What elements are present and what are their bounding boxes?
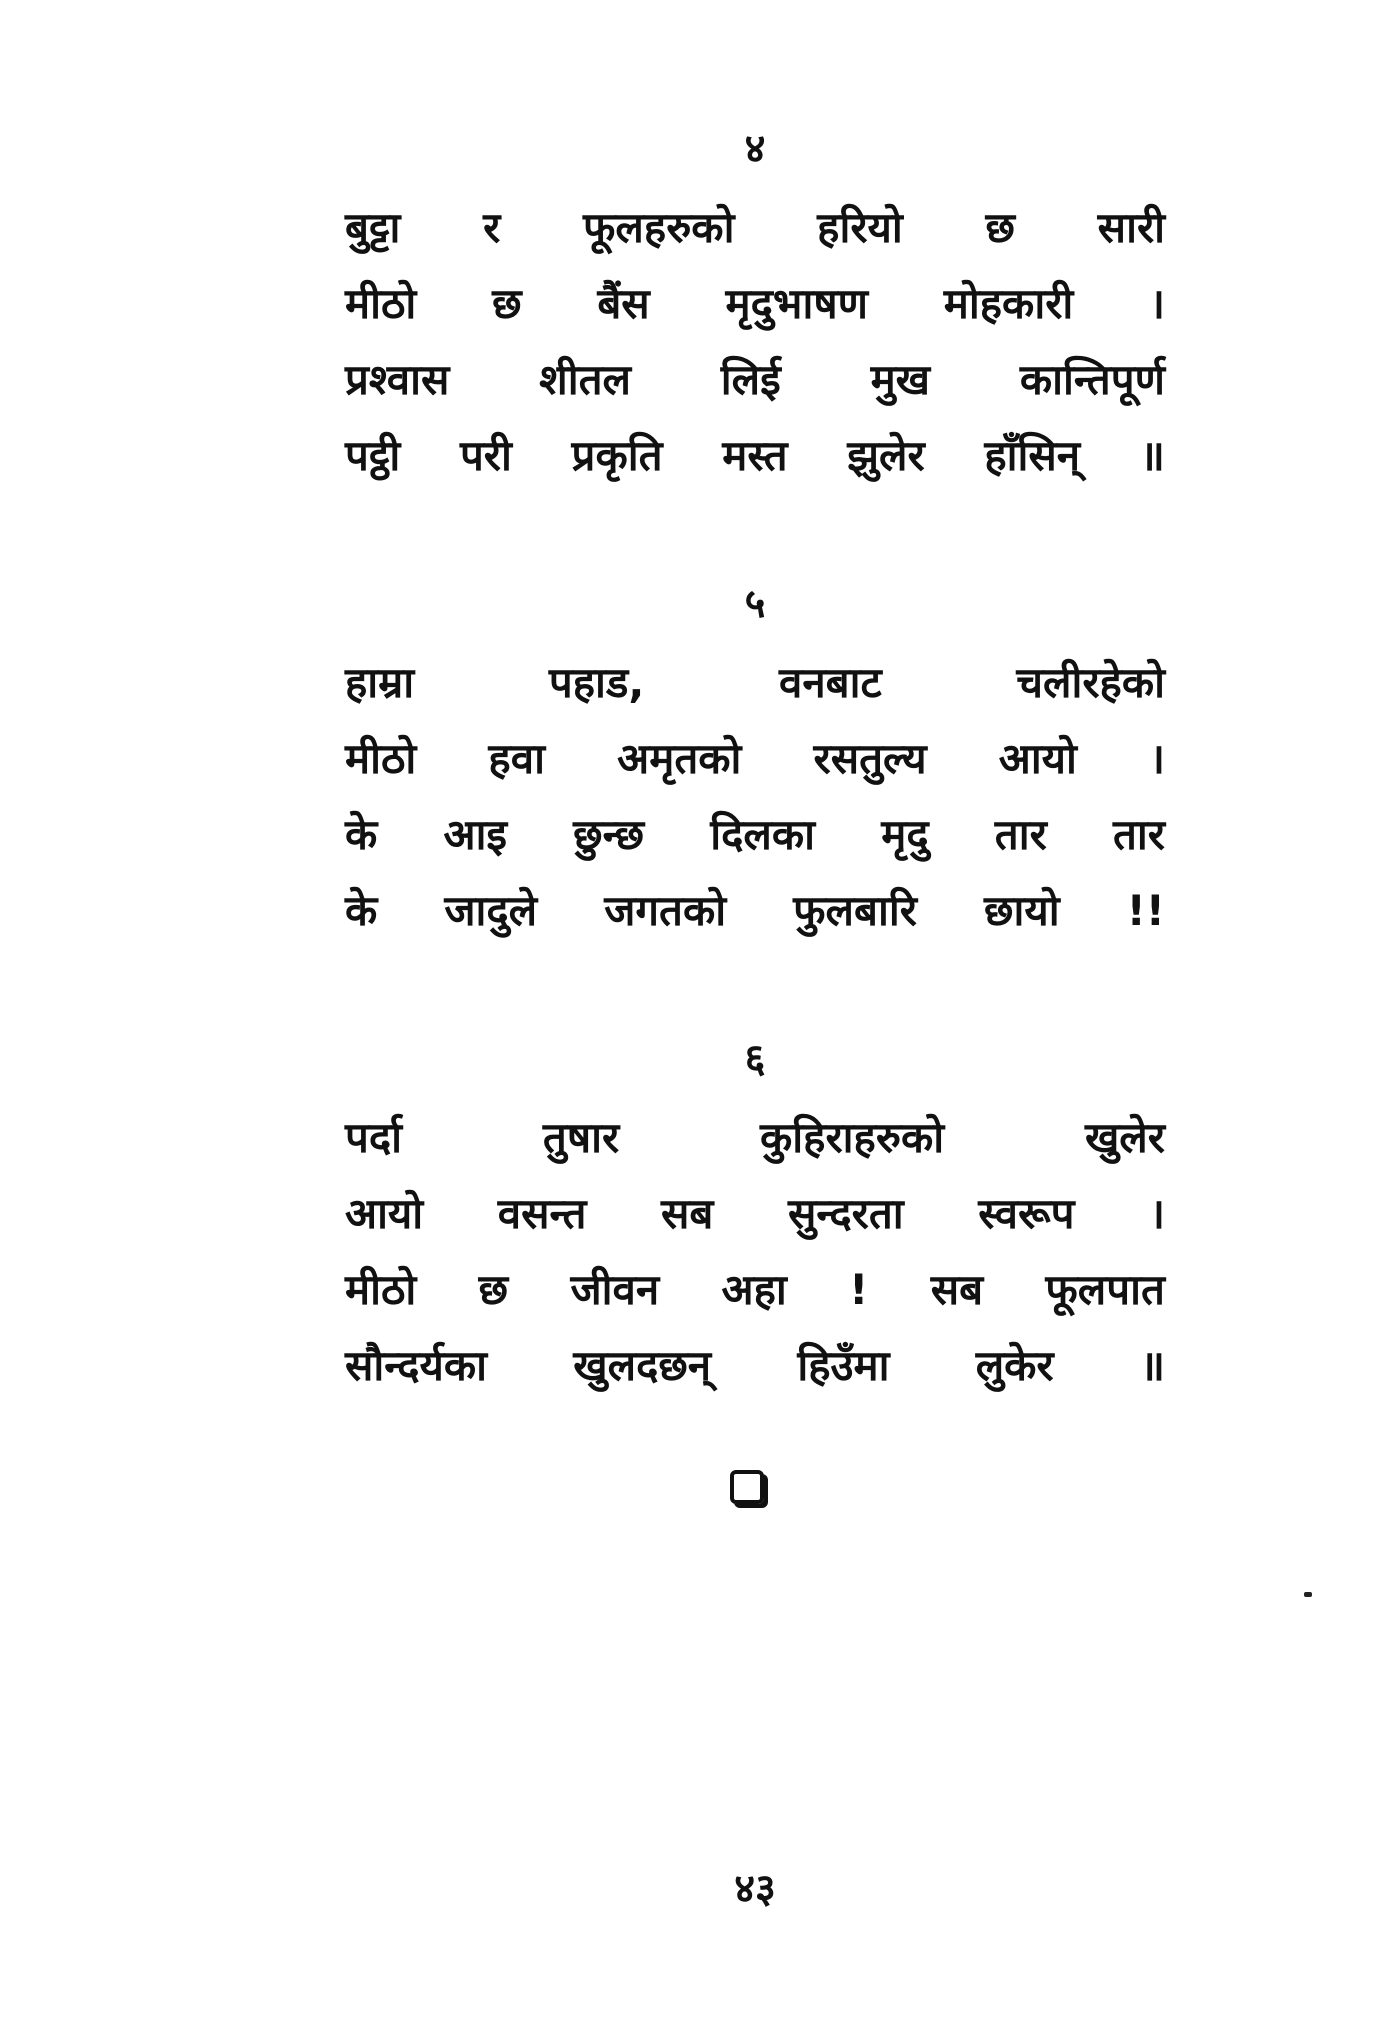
verse-word: फुलबारि bbox=[793, 886, 917, 935]
page-number: ४३ bbox=[734, 1866, 776, 1912]
verse-word: तार bbox=[1112, 810, 1165, 859]
verse-word: प्रकृति bbox=[571, 431, 663, 480]
verse-word: हाँसिन् bbox=[984, 431, 1081, 480]
verse-word: तार bbox=[994, 810, 1047, 859]
verse-word: मस्त bbox=[722, 431, 788, 480]
verse-word: । bbox=[1149, 1189, 1165, 1238]
verse-word: कान्तिपूर्ण bbox=[1019, 355, 1165, 404]
end-of-poem-box-icon bbox=[730, 1470, 764, 1504]
verse-word: पर्दा bbox=[345, 1113, 403, 1162]
verse-word: फूलहरुको bbox=[583, 203, 735, 252]
verse-word: बैंस bbox=[597, 279, 650, 328]
verse-word: वसन्त bbox=[497, 1189, 587, 1238]
stanza-number: ४ bbox=[744, 126, 766, 172]
verse-word: । bbox=[1149, 734, 1165, 783]
verse-word: र bbox=[483, 203, 501, 252]
verse-word: सुन्दरता bbox=[788, 1189, 904, 1238]
verse-line bbox=[345, 1252, 1165, 1328]
verse-line bbox=[345, 266, 1165, 342]
verse-word: दिलका bbox=[710, 810, 816, 859]
verse-line bbox=[345, 342, 1165, 418]
verse-word: लिई bbox=[720, 355, 781, 404]
verse-line bbox=[345, 418, 1165, 494]
verse-word: फूलपात bbox=[1045, 1265, 1165, 1314]
verse-word: पहाड, bbox=[548, 658, 645, 707]
verse-word: झुलेर bbox=[847, 431, 925, 480]
verse-word: छ bbox=[492, 279, 522, 328]
verse-word: छुन्छ bbox=[573, 810, 645, 859]
verse-word: रसतुल्य bbox=[813, 734, 927, 783]
verse-word: मुख bbox=[870, 355, 931, 404]
print-speck bbox=[1304, 1592, 1312, 1597]
verse-word: मृदुभाषण bbox=[725, 279, 868, 328]
verse-word: सब bbox=[930, 1265, 984, 1314]
stanza-number: ६ bbox=[744, 1036, 766, 1082]
verse-word: अमृतको bbox=[617, 734, 742, 783]
verse-word: छ bbox=[985, 203, 1015, 252]
verse-word: ॥ bbox=[1139, 1341, 1165, 1390]
verse-word: प्रश्वास bbox=[345, 355, 450, 404]
verse-word: अहा bbox=[721, 1265, 787, 1314]
verse-word: ! bbox=[849, 1265, 869, 1314]
verse-word: छायो bbox=[984, 886, 1060, 935]
verse-line bbox=[345, 1100, 1165, 1176]
verse-line bbox=[345, 721, 1165, 797]
verse-word: जीवन bbox=[570, 1265, 660, 1314]
verse-line bbox=[345, 1328, 1165, 1404]
verse-word: तुषार bbox=[542, 1113, 620, 1162]
verse-word: के bbox=[345, 810, 378, 859]
verse-word: मृदु bbox=[881, 810, 929, 859]
verse-word: हिउँमा bbox=[797, 1341, 890, 1390]
verse-word: बुट्टा bbox=[345, 203, 401, 252]
verse-word: सौन्दर्यका bbox=[345, 1341, 488, 1390]
verse-word: आयो bbox=[345, 1189, 424, 1238]
verse-word: के bbox=[345, 886, 378, 935]
verse-word: कुहिराहरुको bbox=[760, 1113, 945, 1162]
verse-word: । bbox=[1149, 279, 1165, 328]
verse-word: खुलेर bbox=[1084, 1113, 1165, 1162]
verse-word: जादुले bbox=[444, 886, 538, 935]
verse-word: मोहकारी bbox=[943, 279, 1074, 328]
verse-line bbox=[345, 873, 1165, 949]
verse-word: ॥ bbox=[1139, 431, 1165, 480]
verse-word: खुलदछन् bbox=[573, 1341, 712, 1390]
verse-word: सारी bbox=[1097, 203, 1165, 252]
verse-line bbox=[345, 645, 1165, 721]
verse-word: मीठो bbox=[345, 279, 417, 328]
verse-word: मीठो bbox=[345, 1265, 417, 1314]
verse-word: आयो bbox=[998, 734, 1077, 783]
verse-word: आइ bbox=[443, 810, 507, 859]
verse-word: शीतल bbox=[539, 355, 632, 404]
stanza bbox=[345, 190, 1165, 494]
verse-line bbox=[345, 1176, 1165, 1252]
verse-word: परी bbox=[459, 431, 512, 480]
verse-word: सब bbox=[661, 1189, 714, 1238]
verse-word: वनबाट bbox=[778, 658, 882, 707]
verse-line bbox=[345, 797, 1165, 873]
stanza-number: ५ bbox=[744, 581, 766, 627]
stanza bbox=[345, 1100, 1165, 1404]
verse-word: !! bbox=[1126, 886, 1165, 935]
verse-word: हवा bbox=[488, 734, 545, 783]
verse-word: हाम्रा bbox=[345, 658, 415, 707]
verse-word: मीठो bbox=[345, 734, 417, 783]
verse-word: छ bbox=[478, 1265, 509, 1314]
stanza bbox=[345, 645, 1165, 949]
verse-word: चलीरहेको bbox=[1016, 658, 1165, 707]
verse-word: पट्ठी bbox=[345, 431, 401, 480]
verse-word: लुकेर bbox=[975, 1341, 1054, 1390]
verse-word: स्वरूप bbox=[978, 1189, 1075, 1238]
verse-word: जगतको bbox=[604, 886, 727, 935]
verse-word: हरियो bbox=[817, 203, 903, 252]
verse-line bbox=[345, 190, 1165, 266]
